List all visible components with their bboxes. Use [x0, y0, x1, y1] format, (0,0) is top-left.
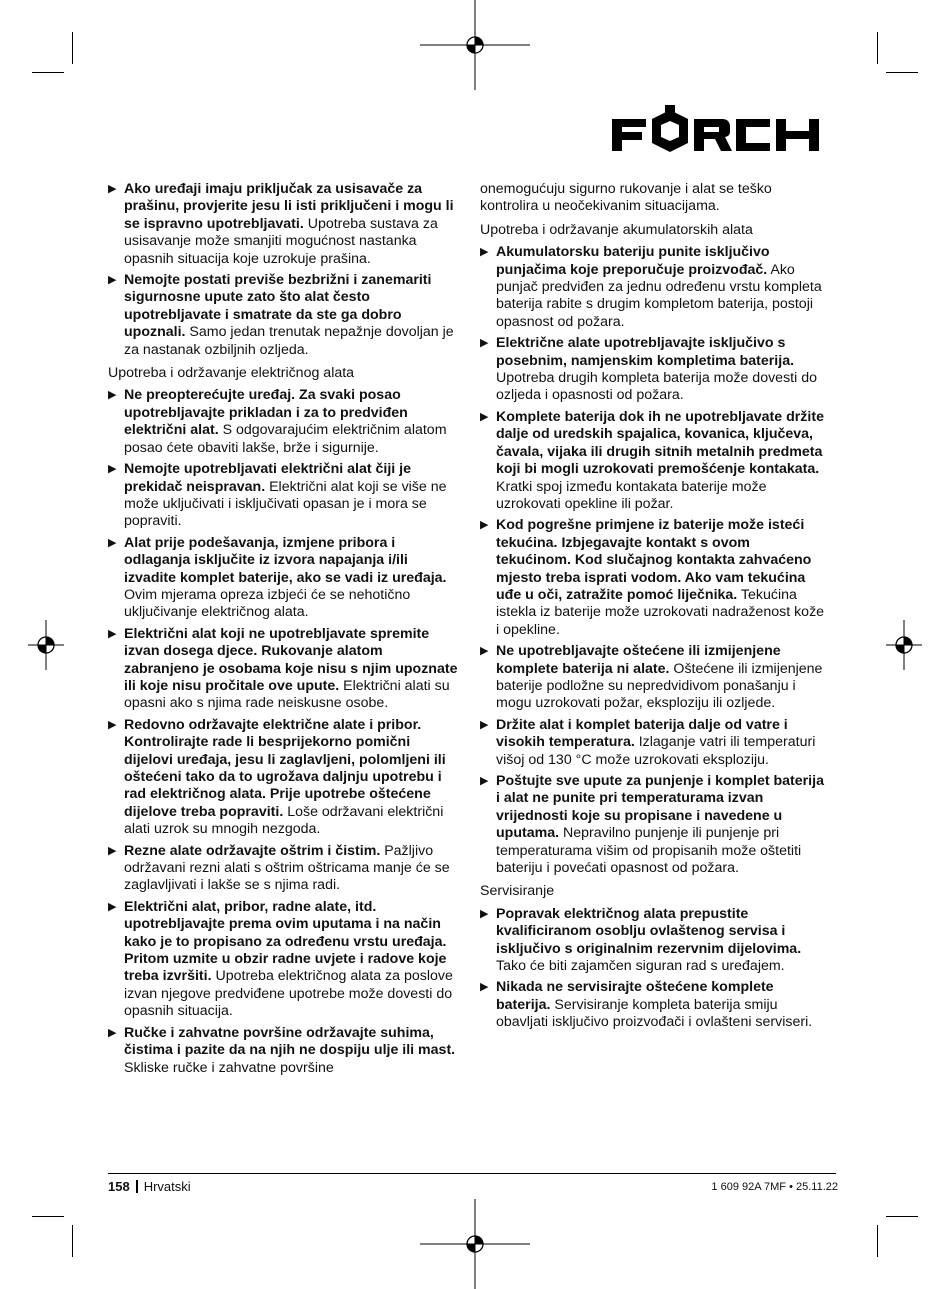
- triangle-right-icon: ▶: [480, 907, 489, 920]
- bullet-item-text: Izlaganje vatri ili temperaturi višoj od 130 °C može uzrokovati eksploziju.: [496, 734, 816, 768]
- paragraph: onemogućuju sigurno rukovanje i alat se teško kontrolira u neočekivanim situacijama.: [480, 181, 772, 215]
- bullet-item: [480, 517, 828, 639]
- bullet-item-text: Upotreba sustava za usisavanje može smanjiti mogućnost nastanka opasnih situacija koje uzrokuje prašina.: [124, 215, 438, 267]
- bullet-item-text: Kratki spoj između kontakata baterije može uzrokovati opekline ili požar.: [496, 478, 767, 512]
- triangle-right-icon: ▶: [480, 337, 489, 350]
- crop-mark: [72, 1225, 73, 1257]
- brand-logo: [612, 105, 827, 153]
- bullet-item: [480, 643, 828, 713]
- bullet-item-text: Električni alati su opasni ako s njima rade neiskusne osobe.: [124, 677, 450, 712]
- bullet-item-text: Tako će biti zajamčen siguran rad s uređajem.: [496, 958, 785, 975]
- footer-language: Hrvatski: [143, 1179, 191, 1194]
- bullet-item: [108, 626, 458, 713]
- bullet-item-bold-text: Ručke i zahvatne površine održavajte suhima, čistima i pazite da na njih ne dospiju ulje ili mast.: [124, 1024, 456, 1059]
- bullet-item-bold-text: Električne alate upotrebljavajte isključivo s posebnim, namjenskim kompletima baterija.: [496, 335, 795, 369]
- triangle-right-icon: ▶: [108, 627, 117, 640]
- bullet-item-text: Skliske ručke i zahvatne površine: [124, 1059, 334, 1076]
- section-heading: Upotreba i održavanje električnog alata: [108, 365, 355, 382]
- registration-mark-icon: [886, 620, 922, 670]
- triangle-right-icon: ▶: [108, 900, 117, 913]
- bullet-item: [480, 979, 828, 1031]
- bullet-item: [108, 387, 458, 457]
- triangle-right-icon: ▶: [480, 775, 489, 787]
- bullet-item: [480, 717, 828, 769]
- triangle-right-icon: ▶: [108, 844, 117, 857]
- bullet-item: [108, 461, 458, 531]
- bullet-item: [108, 843, 458, 895]
- bullet-item-bold-text: Ako uređaji imaju priključak za usisavače za prašinu, provjerite jesu li isti priključeni i mogu li se ispravno upotrebljavati.: [124, 181, 454, 232]
- bullet-item-bold-text: Električni alat koji ne upotrebljavate spremite izvan dosega djece. Rukovanje alatom zabranjeno je osobama koje nisu s njim upoznate ili koje nisu pročitale ove upute.: [124, 625, 458, 694]
- footer-left: [108, 1179, 191, 1194]
- bullet-item-text: Nepravilno punjenje ili punjenje pri temperaturama višim od propisanih može oštetiti bateriju i povećati opasnost od požara.: [496, 825, 802, 877]
- bullet-item: [108, 1025, 458, 1077]
- bullet-item-text: Samo jedan trenutak nepažnje dovoljan je za nastanak ozbiljnih ozljeda.: [124, 324, 454, 358]
- bullet-item: [480, 773, 828, 877]
- bullet-item: [108, 272, 458, 359]
- bullet-item: [480, 244, 828, 331]
- triangle-right-icon: ▶: [480, 981, 489, 994]
- registration-mark-icon: [420, 0, 530, 90]
- bullet-item-text: Servisiranje kompleta baterija smiju obavljati isključivo proizvođači i ovlašteni serviseri.: [496, 996, 813, 1031]
- bullet-item-bold-text: Rezne alate održavajte oštrim i čistim.: [124, 842, 381, 859]
- triangle-right-icon: ▶: [108, 389, 117, 402]
- bullet-item-bold-text: Nemojte postati previše bezbrižni i zanemariti sigurnosne upute zato što alat često upotrebljavate i smatrate da ste ga dobro upoznali.: [124, 272, 432, 341]
- bullet-item-text: Upotreba električnog alata za poslove izvan njegove predviđene upotrebe može dovesti do opasnih situacija.: [124, 968, 453, 1020]
- bullet-item-text: Loše održavani električni alati uzrok su mnogih nezgoda.: [124, 803, 444, 838]
- triangle-right-icon: ▶: [480, 246, 489, 259]
- bullet-item: [480, 335, 828, 405]
- bullet-item-bold-text: Kod pogrešne primjene iz baterije može isteći tekućina. Izbjegavajte kontakt s ovom tekućinom. Kod slučajnog kontakta zahvaćeno mjesto treba isprati vodom. Ako vam tekućina uđe u oči, zatražite pomoć liječnika.: [496, 517, 812, 603]
- triangle-right-icon: ▶: [480, 410, 489, 423]
- bullet-item-bold-text: Popravak električnog alata prepustite kvalificiranom osoblju ovlaštenog servisa i isključivo s originalnim rezervnim dijelovima.: [496, 905, 802, 957]
- bullet-item: [108, 535, 458, 622]
- footer-separator: [136, 1180, 138, 1193]
- bullet-item-text: Ovim mjerama opreza izbjeći će se nehotično uključivanje električnog alata.: [124, 586, 411, 621]
- bullet-item-text: S odgovarajućim električnim alatom posao ćete obaviti lakše, brže i sigurnije.: [124, 422, 447, 456]
- crop-mark: [72, 32, 73, 64]
- bullet-item: [480, 906, 828, 976]
- crop-mark: [877, 32, 878, 64]
- bullet-item-text: Tekućina istekla iz baterije može uzrokovati nadraženost kože i opekline.: [496, 586, 825, 638]
- bullet-item: [480, 409, 828, 513]
- bullet-item-bold-text: Akumulatorsku bateriju punite isključivo punjačima koje preporučuje proizvođač.: [496, 244, 770, 278]
- bullet-item-bold-text: Ne preopterećujte uređaj. Za svaki posao upotrebljavajte prikladan i za to predviđen električni alat.: [124, 387, 408, 439]
- bullet-item-bold-text: Redovno održavajte električne alate i pribor. Kontrolirajte rade li besprijekorno pomični dijelovi uređaja, jesu li zaglavljeni, polomljeni ili oštećeni tako da to ugrožava daljnju upotrebu i rad električnog alata. Prije upotrebe oštećene dijelove treba popraviti.: [124, 716, 446, 820]
- bullet-item-bold-text: Električni alat, pribor, radne alate, itd. upotrebljavajte prema ovim uputama i na način kako je to propisano za određenu vrstu uređaja. Pritom uzmite u obzir radne uvjete i radove koje treba izvršiti.: [124, 898, 447, 985]
- triangle-right-icon: ▶: [480, 519, 489, 532]
- triangle-right-icon: ▶: [108, 463, 117, 476]
- triangle-right-icon: ▶: [480, 718, 489, 731]
- bullet-item-text: Oštećene ili izmijenjene baterije podložne su nepredvidivom ponašanju i mogu uzrokovati požar, eksploziju ili ozljede.: [496, 660, 823, 712]
- registration-mark-icon: [420, 1199, 530, 1289]
- crop-mark: [886, 72, 918, 73]
- bullet-item-text: Ako punjač predviđen za jednu određenu vrstu kompleta baterija rabite s drugim kompletom baterija, postoji opasnost od požara.: [496, 261, 822, 330]
- triangle-right-icon: ▶: [108, 274, 117, 287]
- bullet-item: [108, 899, 458, 1021]
- bullet-item: [108, 717, 458, 839]
- bullet-item-text: Pažljivo održavani rezni alati s oštrim oštricama manje će se zaglavljivati i lakše se s njima radi.: [124, 842, 450, 894]
- bullet-item-bold-text: Nikada ne servisirajte oštećene komplete baterija.: [496, 979, 774, 1013]
- registration-mark-icon: [28, 620, 64, 670]
- section-heading: Upotreba i održavanje akumulatorskih alata: [480, 221, 753, 238]
- left-column: [108, 181, 458, 1081]
- triangle-right-icon: ▶: [480, 645, 489, 658]
- crop-mark: [886, 1216, 918, 1217]
- crop-mark: [32, 1216, 64, 1217]
- triangle-right-icon: ▶: [108, 536, 117, 549]
- triangle-right-icon: ▶: [108, 718, 117, 731]
- bullet-item-text: Upotreba drugih kompleta baterija može dovesti do ozljeda i opasnosti od požara.: [496, 370, 817, 404]
- triangle-right-icon: ▶: [108, 183, 117, 195]
- bullet-item-bold-text: Poštujte sve upute za punjenje i komplet baterija i alat ne punite pri temperaturama izvan vrijednosti koje su propisane i navedene u uputama.: [496, 773, 824, 842]
- section-heading: Servisiranje: [480, 883, 555, 900]
- right-column: [480, 181, 828, 1036]
- footer-doc-code: 1 609 92A 7MF • 25.11.22: [711, 1181, 838, 1193]
- bullet-item-text: Električni alat koji se više ne može uključivati i isključivati opasan je i mora se popraviti.: [124, 478, 447, 530]
- bullet-item-bold-text: Alat prije podešavanja, izmjene pribora i odlaganja isključite iz izvora napajanja i/ili izvadite komplet baterije, ako se vadi iz uređaja.: [124, 534, 447, 586]
- bullet-item-bold-text: Ne upotrebljavajte oštećene ili izmijenjene komplete baterija ni alate.: [496, 643, 781, 677]
- bullet-item-bold-text: Komplete baterija dok ih ne upotrebljavate držite dalje od uredskih spajalica, kovanica, ključeva, čavala, vijaka ili drugih sitnih metalnih predmeta koji bi mogli uzrokovati premošćenje kontakata.: [496, 408, 824, 478]
- triangle-right-icon: ▶: [108, 1026, 117, 1039]
- bullet-item-bold-text: Držite alat i komplet baterija dalje od vatre i visokih temperatura.: [496, 716, 788, 751]
- bullet-item: [108, 181, 458, 268]
- page-number: 158: [108, 1179, 130, 1194]
- brand-name: FÖRCH: [612, 105, 616, 106]
- footer-rule: [108, 1173, 836, 1174]
- crop-mark: [32, 72, 64, 73]
- bullet-item-bold-text: Nemojte upotrebljavati električni alat čiji je prekidač neispravan.: [124, 461, 411, 495]
- crop-mark: [877, 1225, 878, 1257]
